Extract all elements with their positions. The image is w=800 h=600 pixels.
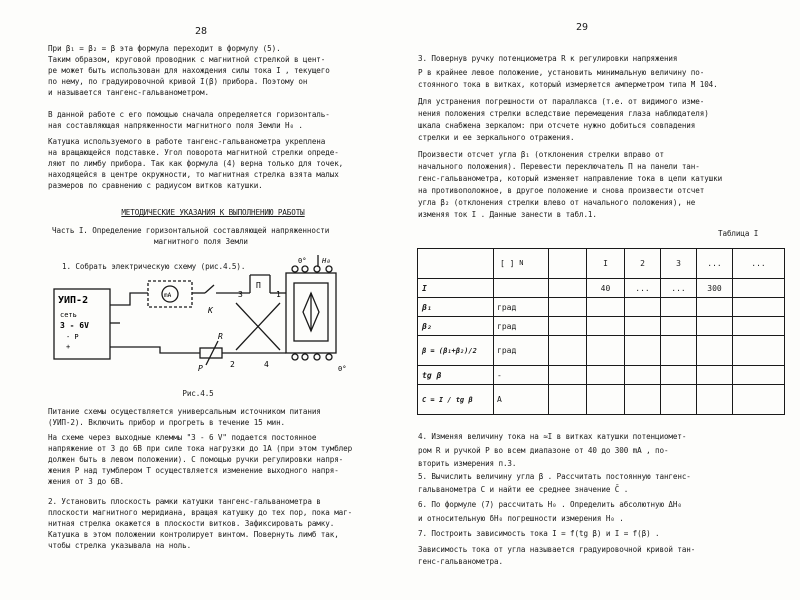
text-line: напряжение от 3 до 6В при силе тока нагрузки до 1А (при этом тумблер <box>48 444 353 453</box>
text-line: на противоположное, в другое положение и снова произвести отсчет <box>418 186 705 195</box>
text-line: На схеме через выходные клеммы "3 - 6 V" подается постоянное <box>48 433 317 442</box>
table-cell: ... <box>733 249 785 279</box>
text-line: В данной работе с его помощью сначала определяется горизонталь- <box>48 110 330 119</box>
row-label: β₂ <box>418 317 494 336</box>
text-line: генс-гальванометра. <box>418 557 503 566</box>
text-line: 4. Изменяя величину тока на ≈I в витках катушки потенциомет- <box>418 432 687 441</box>
circuit-diagram <box>40 255 350 375</box>
text-line: 6. По формуле (7) рассчитать H₀ . Определить абсолютную ΔH₀ <box>418 500 682 509</box>
table-cell <box>418 249 494 279</box>
text-line: и называется тангенс-гальванометром. <box>48 88 209 97</box>
row-unit: A <box>494 385 549 415</box>
text-line: чтобы стрелка указывала на ноль. <box>48 541 192 550</box>
terminal-num: 2 <box>230 360 235 369</box>
step-text: 1. Собрать электрическую схему (рис.4.5). <box>62 262 246 271</box>
text-line: Таким образом, круговой проводник с магнитной стрелкой в цент- <box>48 55 326 64</box>
text-line: нения положения стрелки вследствие перемещения глаза наблюдателя) <box>418 109 709 118</box>
text-line: жения от 3 до 6В. <box>48 477 125 486</box>
row-unit: град <box>494 317 549 336</box>
text-line: P в крайнее левое положение, установить минимальную величину по- <box>418 68 705 77</box>
terminal-label: 0° <box>338 365 347 373</box>
psu-sub: 3 - 6V <box>60 321 89 330</box>
row-label: I <box>418 279 494 298</box>
row-unit <box>494 279 549 298</box>
text-line: ная составляющая напряженности магнитного поля Земли H₀ . <box>48 121 303 130</box>
text-line: вторить измерения п.3. <box>418 459 517 468</box>
text-line: (УИП-2). Включить прибор и прогреть в течение 15 мин. <box>48 418 286 427</box>
table-cell: 40 <box>587 279 625 298</box>
text-line: угла β₂ (отклонения стрелки влево от начального положения), не <box>418 198 696 207</box>
table-cell <box>549 279 587 298</box>
text-line: ляют по лимбу прибора. Так как формула (4) верна только для точек, <box>48 159 344 168</box>
meter-label: mA <box>164 292 172 299</box>
text-line: стрелки и ее зеркального отражения. <box>418 133 575 142</box>
psu-label: УИП-2 <box>58 295 89 306</box>
part-title: магнитного поля Земли <box>154 237 248 246</box>
row-label: C = I / tg β <box>418 385 494 415</box>
table-caption: Таблица I <box>718 229 759 238</box>
psu-sub: + <box>66 343 71 351</box>
text-line: ром R и ручкой P во всем диапазоне от 40 до 300 mA , по- <box>418 446 669 455</box>
table-row <box>418 279 785 298</box>
row-label: tg β <box>418 366 494 385</box>
table-cell: ... <box>661 279 697 298</box>
table-cell: 2 <box>625 249 661 279</box>
text-line: и относительную δH₀ погрешности измерения H₀ . <box>418 514 624 523</box>
table-header-row <box>418 249 785 279</box>
text-line: по нему, по градуировочной кривой I(β) прибора. Поэтому он <box>48 77 308 86</box>
data-table <box>417 248 785 415</box>
row-label: β₁ <box>418 298 494 317</box>
field-label: H₀ <box>322 257 331 265</box>
text-line: размеров по сравнению с радиусом витков катушки. <box>48 181 263 190</box>
row-unit: град <box>494 336 549 366</box>
text-line: должен быть в левом положении). С помощью ручки регулировки напря- <box>48 455 344 464</box>
table-cell: 3 <box>661 249 697 279</box>
text-line: 5. Вычислить величину угла β . Рассчитать постоянную тангенс- <box>418 472 691 481</box>
table-row <box>418 336 785 366</box>
pot-label: P <box>198 364 203 373</box>
text-line: на вращающейся подставке. Угол поворота магнитной стрелки опреде- <box>48 148 339 157</box>
terminal-num: 3 <box>238 290 243 299</box>
table-row <box>418 385 785 415</box>
table-cell <box>494 249 549 279</box>
text-line: Для устранения погрешности от параллакса (т.е. от видимого изме- <box>418 97 705 106</box>
table-row <box>418 317 785 336</box>
text-line: Питание схемы осуществляется универсальным источником питания <box>48 407 321 416</box>
table-row <box>418 298 785 317</box>
text-line: находящейся в центре окружности, то магнитная стрелка взята малых <box>48 170 339 179</box>
resistor-label: R <box>218 332 223 341</box>
text-line: изменяя ток I . Данные занести в табл.1. <box>418 210 597 219</box>
terminal-num: 4 <box>264 360 269 369</box>
text-line: жения P над тумблером T осуществляется изменение выходного напря- <box>48 466 339 475</box>
table-cell <box>733 279 785 298</box>
text-line: Катушка используемого в работе тангенс-гальванометра укреплена <box>48 137 326 146</box>
switch-label: К <box>208 306 213 315</box>
text-line: нитная стрелка окажется в плоскости витков. Зафиксировать рамку. <box>48 519 335 528</box>
text-line: стоянного тока в витках, который измеряется амперметром типа М 104. <box>418 80 718 89</box>
header-symbol: [ ] <box>500 259 515 268</box>
table-cell: 300 <box>697 279 733 298</box>
row-unit: град <box>494 298 549 317</box>
row-unit: - <box>494 366 549 385</box>
psu-sub: - P <box>66 333 79 341</box>
wire <box>110 293 148 305</box>
header-n: N <box>519 259 524 267</box>
text-line: При β₁ = β₂ = β эта формула переходит в формулу (5). <box>48 44 281 53</box>
row-label: β = (β₁+β₂)/2 <box>418 336 494 366</box>
text-line: 2. Установить плоскость рамки катушки тангенс-гальванометра в <box>48 497 321 506</box>
part-title: Часть I. Определение горизонтальной составляющей напряженности <box>52 226 330 235</box>
text-line: начального положения). Перевести переключатель П на панели тан- <box>418 162 700 171</box>
table-cell: I <box>587 249 625 279</box>
page-number: 29 <box>576 22 589 33</box>
text-line: Произвести отсчет угла β₁ (отклонения стрелки вправо от <box>418 150 664 159</box>
text-line: ре может быть использован для нахождения силы тока I , текущего <box>48 66 330 75</box>
table-row <box>418 366 785 385</box>
text-line: гальванометра C и найти ее среднее значение C̄ . <box>418 485 629 494</box>
resistor <box>200 348 222 358</box>
section-title: МЕТОДИЧЕСКИЕ УКАЗАНИЯ К ВЫПОЛНЕНИЮ РАБОТЫ <box>121 208 305 217</box>
table-cell <box>549 249 587 279</box>
text-line: Катушка в этом положении контролирует винтом. Повернуть лимб так, <box>48 530 339 539</box>
terminal-num: 1 <box>276 290 281 299</box>
table-cell: ... <box>697 249 733 279</box>
text-line: Зависимость тока от угла называется градуировочной кривой тан- <box>418 545 696 554</box>
text-line: плоскости магнитного меридиана, вращая катушку до тех пор, пока маг- <box>48 508 353 517</box>
text-line: 3. Повернув ручку потенциометра R к регулировки напряжения <box>418 54 678 63</box>
table-cell: ... <box>625 279 661 298</box>
terminal-label: 0° <box>298 257 307 265</box>
psu-sub: сеть <box>60 311 77 319</box>
switch-k <box>205 285 214 293</box>
page-number: 28 <box>195 26 208 37</box>
commutator-label: П <box>256 281 261 290</box>
text-line: генс-гальванометра, который изменяет направление тока в цепи катушки <box>418 174 723 183</box>
figure-caption: Рис.4.5 <box>182 389 214 398</box>
text-line: 7. Построить зависимость тока I = f(tg β) и I = f(β) . <box>418 529 660 538</box>
text-line: шкала снабжена зеркалом: при отсчете нужно добиться совпадения <box>418 121 696 130</box>
